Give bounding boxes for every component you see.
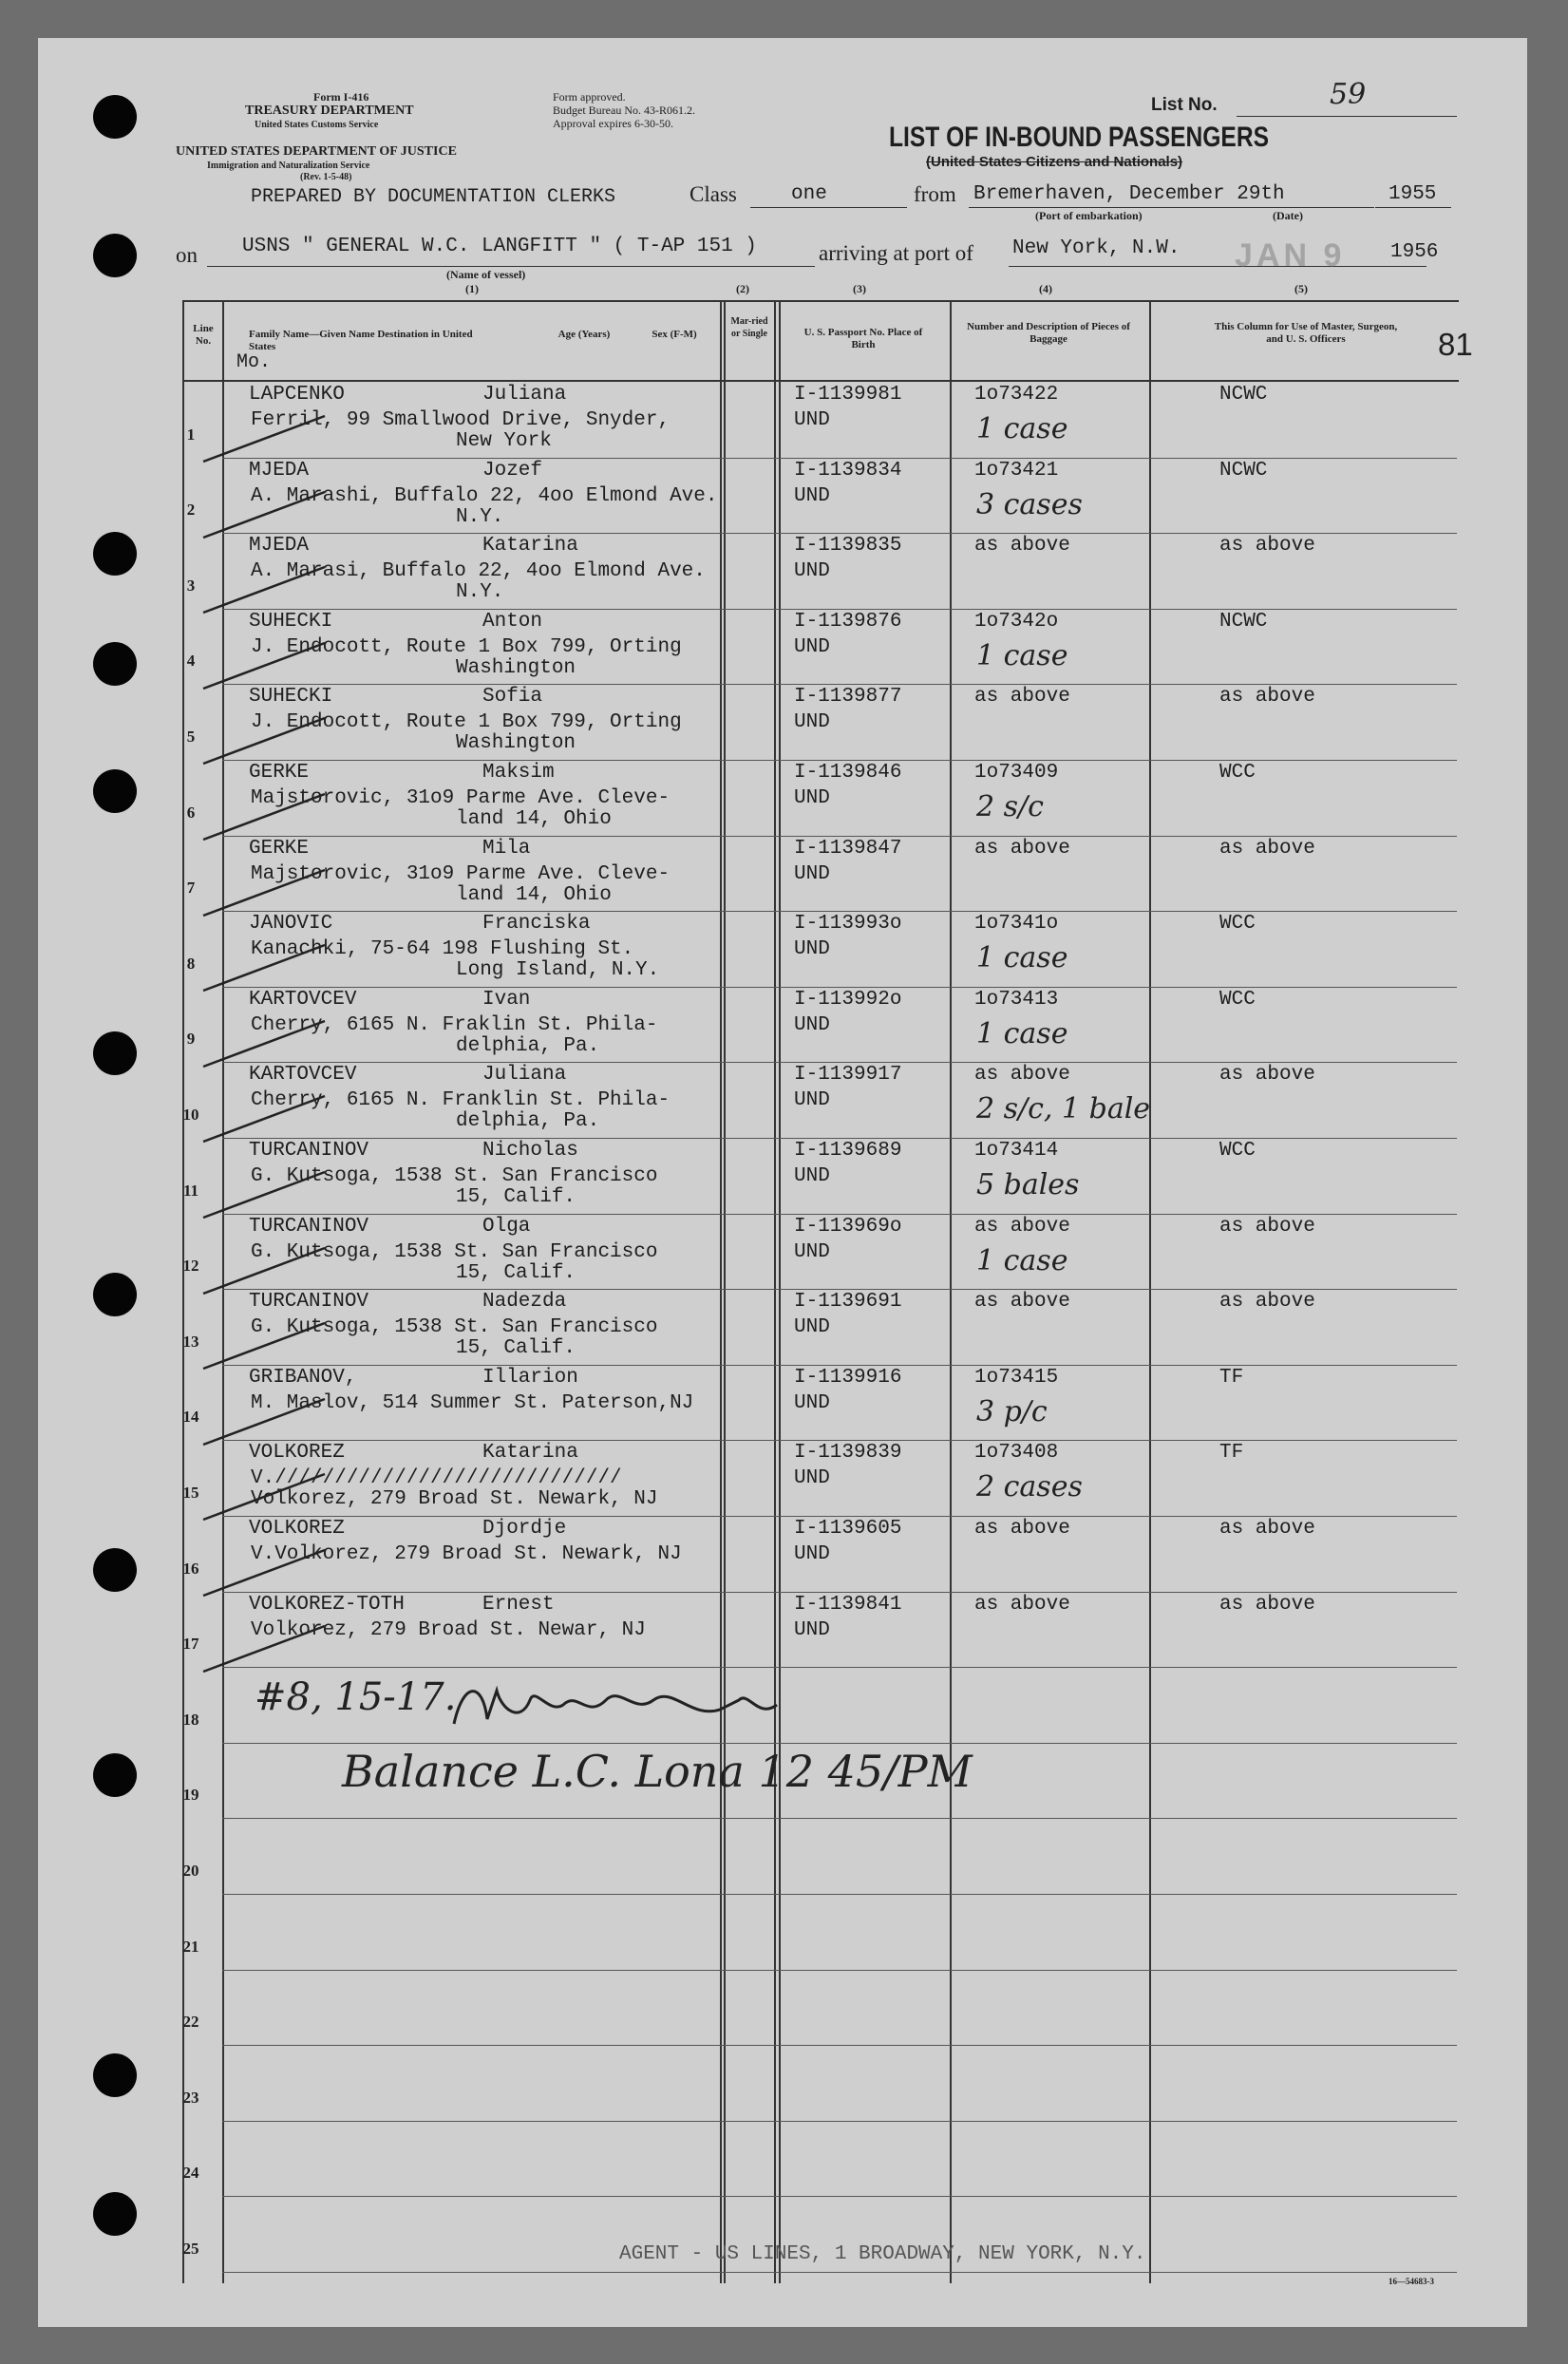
- place-of-birth: UND: [794, 1316, 830, 1339]
- baggage-number: 1o73413: [974, 988, 1059, 1011]
- passport-number: I-113993o: [794, 913, 902, 936]
- on-label: on: [176, 243, 198, 267]
- family-name: MJEDA: [249, 459, 310, 482]
- check-mark-icon: [201, 1391, 334, 1448]
- list-no-label: List No.: [1151, 95, 1218, 115]
- check-mark-icon: [201, 559, 334, 616]
- row-divider: [222, 1592, 1457, 1593]
- destination-line-2: New York: [456, 430, 552, 452]
- check-mark-icon: [201, 1466, 334, 1523]
- form-subtitle: (United States Citizens and Nationals): [926, 154, 1183, 170]
- baggage-number: as above: [974, 1215, 1070, 1238]
- punch-hole: [93, 642, 137, 686]
- header-name: Family Name—Given Name Destination in United States: [249, 329, 473, 352]
- passport-number: I-1139876: [794, 610, 902, 633]
- given-name: Ernest: [482, 1593, 555, 1616]
- destination-line-1: Cherry, 6165 N. Franklin St. Phila-: [251, 1089, 671, 1112]
- row-divider: [222, 1894, 1457, 1895]
- row-number: 24: [182, 2164, 199, 2183]
- place-of-birth: UND: [794, 409, 830, 431]
- row-number: 13: [182, 1332, 199, 1351]
- passport-number: I-1139834: [794, 459, 902, 482]
- family-name: GERKE: [249, 762, 310, 784]
- row-number: 22: [182, 2013, 199, 2032]
- family-name: KARTOVCEV: [249, 1064, 357, 1087]
- form-title: LIST OF IN-BOUND PASSENGERS: [889, 122, 1270, 153]
- row-number: 5: [186, 728, 196, 746]
- punch-hole: [93, 532, 137, 576]
- row-number: 1: [186, 425, 196, 444]
- officer-note: NCWC: [1219, 610, 1268, 633]
- passport-number: I-1139981: [794, 384, 902, 406]
- row-number: 2: [186, 501, 196, 520]
- agent-footer: AGENT - US LINES, 1 BROADWAY, NEW YORK, N.Y.: [619, 2243, 1146, 2265]
- given-name: Djordje: [482, 1518, 567, 1540]
- destination-line-1: V.Volkorez, 279 Broad St. Newark, NJ: [251, 1543, 682, 1565]
- row-divider: [222, 911, 1457, 912]
- row-divider: [222, 1440, 1457, 1441]
- row-divider: [222, 987, 1457, 988]
- handwritten-note-2: Balance L.C. Lona 12 45/PM: [342, 1746, 973, 1797]
- destination-line-2: land 14, Ohio: [456, 883, 612, 906]
- family-name: JANOVIC: [249, 913, 333, 936]
- baggage-number: 1o7342o: [974, 610, 1059, 633]
- given-name: Katarina: [482, 1442, 578, 1465]
- embark-caption: (Port of embarkation): [1035, 209, 1143, 222]
- row-divider: [222, 609, 1457, 610]
- col-num-4: (4): [1039, 282, 1052, 295]
- officer-note: WCC: [1219, 1140, 1256, 1162]
- row-divider: [222, 1214, 1457, 1215]
- row-divider: [222, 684, 1457, 685]
- baggage-description: 1 case: [976, 1243, 1068, 1277]
- row-divider: [222, 760, 1457, 761]
- row-divider: [222, 1818, 1457, 1819]
- place-of-birth: UND: [794, 635, 830, 658]
- row-divider: [222, 1516, 1457, 1517]
- officer-note: as above: [1219, 1518, 1315, 1540]
- given-name: Nicholas: [482, 1140, 578, 1162]
- given-name: Illarion: [482, 1366, 578, 1389]
- place-of-birth: UND: [794, 711, 830, 734]
- baggage-number: 1o73409: [974, 762, 1059, 784]
- passport-number: I-113992o: [794, 988, 902, 1011]
- row-number: 15: [182, 1484, 199, 1502]
- officer-note: NCWC: [1219, 384, 1268, 406]
- row-number: 12: [182, 1257, 199, 1276]
- baggage-number: as above: [974, 1064, 1070, 1087]
- baggage-number: as above: [974, 837, 1070, 860]
- passport-number: I-1139916: [794, 1366, 902, 1389]
- destination-line-2: Washington: [456, 732, 576, 755]
- place-of-birth: UND: [794, 1165, 830, 1187]
- punch-hole: [93, 2053, 137, 2097]
- baggage-number: 1o73415: [974, 1366, 1059, 1389]
- header-officers: This Column for Use of Master, Surgeon, and U. S. Officers: [1214, 321, 1398, 345]
- punch-hole: [93, 1753, 137, 1797]
- check-mark-icon: [201, 937, 334, 994]
- vessel-caption: (Name of vessel): [446, 268, 526, 281]
- mo-mark: Mo.: [236, 351, 272, 373]
- officer-note: WCC: [1219, 762, 1256, 784]
- officer-note: as above: [1219, 535, 1315, 558]
- row-divider: [222, 533, 1457, 534]
- row-divider: [222, 2045, 1457, 2046]
- passport-number: I-1139835: [794, 535, 902, 558]
- budget-bureau: Budget Bureau No. 43-R061.2.: [553, 104, 695, 117]
- baggage-number: as above: [974, 535, 1070, 558]
- year1-underline: [1375, 207, 1451, 208]
- destination-line-1: A. Marashi, Buffalo 22, 4oo Elmond Ave.: [251, 484, 718, 507]
- family-name: KARTOVCEV: [249, 988, 357, 1011]
- row-number: 25: [182, 2240, 199, 2258]
- col-num-3: (3): [853, 282, 866, 295]
- destination-line-1: Kanachki, 75-64 198 Flushing St.: [251, 938, 634, 961]
- row-number: 14: [182, 1408, 199, 1427]
- passport-number: I-1139841: [794, 1593, 902, 1616]
- destination-line-1: G. Kutsoga, 1538 St. San Francisco: [251, 1240, 658, 1263]
- destination-line-2: 15, Calif.: [456, 1337, 576, 1360]
- baggage-description: 1 case: [976, 638, 1068, 672]
- officer-note: as above: [1219, 1215, 1315, 1238]
- destination-line-2: N.Y.: [456, 505, 504, 528]
- officer-note: TF: [1219, 1366, 1244, 1389]
- place-of-birth: UND: [794, 484, 830, 507]
- date-caption: (Date): [1273, 209, 1303, 222]
- family-name: TURCANINOV: [249, 1291, 369, 1314]
- punch-hole: [93, 2192, 137, 2236]
- given-name: Franciska: [482, 913, 591, 936]
- arrival-underline: [1009, 266, 1426, 267]
- header-passport: U. S. Passport No. Place of Birth: [803, 327, 923, 350]
- officer-note: TF: [1219, 1442, 1244, 1465]
- treasury-dept: TREASURY DEPARTMENT: [245, 104, 414, 118]
- check-mark-icon: [201, 484, 334, 541]
- check-mark-icon: [201, 1542, 334, 1599]
- given-name: Juliana: [482, 384, 567, 406]
- baggage-description: 1 case: [976, 941, 1068, 975]
- handwritten-note-1: #8, 15-17.: [255, 1675, 457, 1719]
- family-name: TURCANINOV: [249, 1140, 369, 1162]
- row-number: 17: [182, 1635, 199, 1654]
- row-number: 6: [186, 803, 196, 822]
- destination-line-2: N.Y.: [456, 581, 504, 604]
- officer-note: WCC: [1219, 988, 1256, 1011]
- col-num-2: (2): [736, 282, 749, 295]
- class-label: Class: [690, 182, 737, 206]
- destination-line-2: land 14, Ohio: [456, 808, 612, 830]
- family-name: VOLKOREZ: [249, 1518, 345, 1540]
- row-divider: [222, 1062, 1457, 1063]
- baggage-number: 1o73421: [974, 459, 1059, 482]
- destination-line-2: delphia, Pa.: [456, 1110, 600, 1133]
- print-code: 16—54683-3: [1389, 2277, 1434, 2286]
- baggage-description: 2 cases: [976, 1470, 1083, 1504]
- row-number: 23: [182, 2088, 199, 2107]
- passport-number: I-1139605: [794, 1518, 902, 1540]
- header-age: Age (Years): [557, 329, 611, 340]
- punch-hole: [93, 1273, 137, 1316]
- punch-hole: [93, 769, 137, 813]
- arrival-port: New York, N.W.: [1012, 237, 1181, 259]
- baggage-number: as above: [974, 1518, 1070, 1540]
- destination-line-1: J. Endocott, Route 1 Box 799, Orting: [251, 635, 682, 658]
- passport-number: I-1139846: [794, 762, 902, 784]
- col-num-5: (5): [1294, 282, 1308, 295]
- revision: (Rev. 1-5-48): [300, 172, 352, 182]
- check-mark-icon: [201, 1013, 334, 1070]
- check-mark-icon: [201, 862, 334, 919]
- family-name: SUHECKI: [249, 610, 333, 633]
- place-of-birth: UND: [794, 560, 830, 583]
- row-number: 7: [186, 879, 196, 898]
- header-baggage: Number and Description of Pieces of Baggage: [967, 321, 1130, 345]
- destination-line-1: Majstorovic, 31o9 Parme Ave. Cleve-: [251, 787, 671, 809]
- list-no-value: 59: [1330, 78, 1367, 111]
- baggage-number: 1o73414: [974, 1140, 1059, 1162]
- check-mark-icon: [201, 1240, 334, 1297]
- given-name: Nadezda: [482, 1291, 567, 1314]
- baggage-number: as above: [974, 1593, 1070, 1616]
- check-mark-icon: [201, 1315, 334, 1372]
- row-number: 16: [182, 1559, 199, 1578]
- passport-number: I-1139847: [794, 837, 902, 860]
- row-number: 11: [182, 1181, 199, 1200]
- form-approved: Form approved.: [553, 90, 626, 104]
- vessel-underline: [207, 266, 815, 267]
- destination-line-2: Volkorez, 279 Broad St. Newark, NJ: [251, 1488, 658, 1511]
- date-stamp: JAN 9: [1235, 237, 1346, 274]
- given-name: Mila: [482, 837, 531, 860]
- ins-heading: Immigration and Naturalization Service: [207, 161, 370, 171]
- row-divider: [222, 1138, 1457, 1139]
- officer-note: as above: [1219, 686, 1315, 709]
- passport-number: I-113969o: [794, 1215, 902, 1238]
- punch-hole: [93, 234, 137, 277]
- place-of-birth: UND: [794, 1467, 830, 1490]
- baggage-description: 5 bales: [976, 1168, 1080, 1201]
- form-number: Form I-416: [313, 90, 369, 104]
- page-number: 81: [1438, 327, 1473, 362]
- row-number: 10: [182, 1106, 199, 1124]
- given-name: Anton: [482, 610, 543, 633]
- arriving-label: arriving at port of: [819, 241, 973, 265]
- punch-hole: [93, 95, 137, 139]
- punch-hole: [93, 1548, 137, 1592]
- destination-line-1: A. Marasi, Buffalo 22, 4oo Elmond Ave.: [251, 560, 706, 583]
- baggage-description: 1 case: [976, 412, 1068, 445]
- baggage-number: 1o73408: [974, 1442, 1059, 1465]
- place-of-birth: UND: [794, 938, 830, 961]
- baggage-number: 1o73422: [974, 384, 1059, 406]
- place-of-birth: UND: [794, 1543, 830, 1565]
- header-married: Mar-ried or Single: [730, 316, 768, 339]
- class-underline: [750, 207, 907, 208]
- given-name: Maksim: [482, 762, 555, 784]
- destination-line-1: J. Endocott, Route 1 Box 799, Orting: [251, 711, 682, 734]
- row-number: 8: [186, 954, 196, 973]
- row-divider: [222, 1970, 1457, 1971]
- from-label: from: [914, 182, 956, 206]
- destination-line-1: G. Kutsoga, 1538 St. San Francisco: [251, 1316, 658, 1339]
- baggage-description: 2 s/c, 1 bale: [976, 1092, 1151, 1126]
- place-of-birth: UND: [794, 1240, 830, 1263]
- passport-number: I-1139691: [794, 1291, 902, 1314]
- destination-line-2: delphia, Pa.: [456, 1034, 600, 1057]
- baggage-number: as above: [974, 1291, 1070, 1314]
- place-of-birth: UND: [794, 1618, 830, 1641]
- row-divider: [222, 1743, 1457, 1744]
- punch-hole: [93, 1031, 137, 1075]
- check-mark-icon: [201, 635, 334, 692]
- family-name: SUHECKI: [249, 686, 333, 709]
- family-name: LAPCENKO: [249, 384, 345, 406]
- given-name: Olga: [482, 1215, 531, 1238]
- destination-line-1: Cherry, 6165 N. Fraklin St. Phila-: [251, 1013, 658, 1036]
- family-name: VOLKOREZ-TOTH: [249, 1593, 405, 1616]
- class-value: one: [791, 183, 827, 205]
- row-divider: [222, 2272, 1457, 2273]
- place-of-birth: UND: [794, 787, 830, 809]
- check-mark-icon: [201, 710, 334, 767]
- header-sex: Sex (F-M): [652, 329, 697, 340]
- vessel-name: USNS " GENERAL W.C. LANGFITT " ( T-AP 151 ): [242, 236, 757, 257]
- row-number: 21: [182, 1937, 199, 1956]
- row-number: 18: [182, 1710, 199, 1729]
- row-number: 9: [186, 1030, 196, 1049]
- place-of-birth: UND: [794, 1013, 830, 1036]
- destination-line-1: Majstorovic, 31o9 Parme Ave. Cleve-: [251, 862, 671, 885]
- given-name: Juliana: [482, 1064, 567, 1087]
- officer-note: as above: [1219, 1593, 1315, 1616]
- place-of-birth: UND: [794, 862, 830, 885]
- check-mark-icon: [201, 1088, 334, 1145]
- given-name: Ivan: [482, 988, 531, 1011]
- header-line-no: Line No.: [193, 323, 214, 347]
- row-divider: [222, 1289, 1457, 1290]
- officer-note: as above: [1219, 1064, 1315, 1087]
- destination-line-1: G. Kutsoga, 1538 St. San Francisco: [251, 1165, 658, 1187]
- col-num-1: (1): [465, 282, 479, 295]
- passport-number: I-1139877: [794, 686, 902, 709]
- family-name: TURCANINOV: [249, 1215, 369, 1238]
- row-divider: [222, 2196, 1457, 2197]
- given-name: Katarina: [482, 535, 578, 558]
- given-name: Sofia: [482, 686, 543, 709]
- baggage-description: 1 case: [976, 1016, 1068, 1050]
- place-of-birth: UND: [794, 1089, 830, 1112]
- embark-port-date: Bremerhaven, December 29th: [973, 183, 1285, 205]
- passport-number: I-1139917: [794, 1064, 902, 1087]
- row-divider: [222, 2121, 1457, 2122]
- officer-note: WCC: [1219, 913, 1256, 936]
- row-divider: [222, 1365, 1457, 1366]
- baggage-description: 3 p/c: [976, 1394, 1048, 1428]
- baggage-description: 2 s/c: [976, 790, 1044, 823]
- destination-line-1: Volkorez, 279 Broad St. Newar, NJ: [251, 1618, 646, 1641]
- given-name: Jozef: [482, 459, 543, 482]
- destination-line-2: 15, Calif.: [456, 1186, 576, 1208]
- customs-service: United States Customs Service: [255, 120, 379, 130]
- check-mark-icon: [201, 1618, 334, 1675]
- family-name: VOLKOREZ: [249, 1442, 345, 1465]
- destination-line-2: Washington: [456, 656, 576, 679]
- check-mark-icon: [201, 408, 334, 465]
- family-name: GRIBANOV,: [249, 1366, 357, 1389]
- destination-line-2: 15, Calif.: [456, 1261, 576, 1284]
- check-mark-icon: [201, 1164, 334, 1221]
- passport-number: I-1139839: [794, 1442, 902, 1465]
- passport-number: I-1139689: [794, 1140, 902, 1162]
- approval-expires: Approval expires 6-30-50.: [553, 117, 673, 130]
- row-divider: [222, 458, 1457, 459]
- row-number: 20: [182, 1862, 199, 1880]
- destination-line-1: V./////////////////////////////: [251, 1467, 622, 1490]
- embark-year: 1955: [1389, 183, 1437, 205]
- place-of-birth: UND: [794, 1391, 830, 1414]
- list-no-underline: [1237, 116, 1457, 117]
- doj-heading: UNITED STATES DEPARTMENT OF JUSTICE: [176, 144, 457, 159]
- officer-note: as above: [1219, 1291, 1315, 1314]
- destination-line-1: M. Maslov, 514 Summer St. Paterson,NJ: [251, 1391, 694, 1414]
- embark-underline: [969, 207, 1374, 208]
- prepared-by: PREPARED BY DOCUMENTATION CLERKS: [251, 186, 616, 208]
- family-name: GERKE: [249, 837, 310, 860]
- arrival-year: 1956: [1390, 241, 1439, 263]
- baggage-number: 1o7341o: [974, 913, 1059, 936]
- baggage-description: 3 cases: [976, 487, 1083, 521]
- family-name: MJEDA: [249, 535, 310, 558]
- baggage-number: as above: [974, 686, 1070, 709]
- officer-note: as above: [1219, 837, 1315, 860]
- row-divider: [222, 836, 1457, 837]
- row-number: 4: [186, 652, 196, 671]
- row-divider: [222, 1667, 1457, 1668]
- row-number: 19: [182, 1786, 199, 1805]
- destination-line-2: Long Island, N.Y.: [456, 959, 660, 982]
- officer-note: NCWC: [1219, 459, 1268, 482]
- destination-line-1: Ferril, 99 Smallwood Drive, Snyder,: [251, 409, 671, 431]
- row-number: 3: [186, 576, 196, 595]
- check-mark-icon: [201, 786, 334, 843]
